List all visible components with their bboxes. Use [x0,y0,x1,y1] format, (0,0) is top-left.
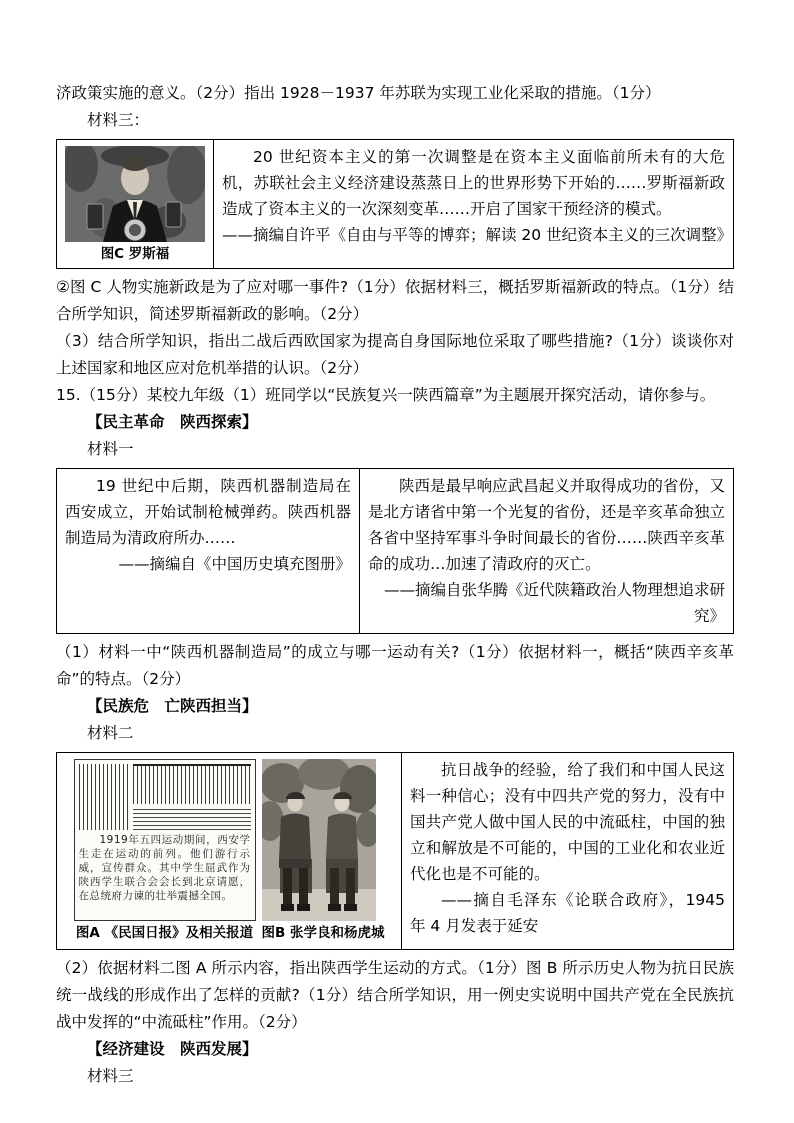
question-14-sub3: （3）结合所学知识，指出二战后西欧国家为提高自身国际地位采取了哪些措施?（1分）谈谈你对上述国家和地区应对危机举措的认识。（2分） [56,332,734,377]
roosevelt-photo [65,146,205,242]
figure-b-caption: 图B 张学良和杨虎城 [261,925,385,941]
newspaper-column-texture [79,764,131,830]
material-3-top-label: 材料三： [87,111,150,129]
section-header-democratic-revolution: 【民主革命 陕西探索】 [87,413,258,431]
material-2-label: 材料二 [87,724,134,742]
material-1-right-citation: ——摘编自张华腾《近代陕籍政治人物理想追求研究》 [383,581,725,625]
material-1-left-text: 19 世纪中后期，陕西机器制造局在西安成立，开始试制枪械弹药。陕西机器制造局为清政府所办…… [65,477,351,547]
material-2-quote-text: 抗日战争的经验，给了我们和中国人民这料一种信心；没有中四共产党的努力，没有中国共产党人做中国人民的中流砥柱，中国的独立和解放是不可能的，中国的工业化和农业近代化也是不可能的。 [410,761,725,883]
roosevelt-quote-text: 20 世纪资本主义的第一次调整是在资本主义面临前所未有的大危机，苏联社会主义经济建设蒸蒸日上的世界形势下开始的……罗斯福新政造成了资本主义的一次深刻变革……开启了国家干预经济的模式。 [222,148,725,218]
roosevelt-quote-citation: ——摘编自许平《自由与平等的博弈；解读 20 世纪资本主义的三次调整》 [222,226,733,244]
roosevelt-photo-caption: 图C 罗斯福 [100,246,170,262]
question-15-sub1: （1）材料一中“陕西机器制造局”的成立与哪一运动有关?（1分）依据材料一，概括“陕西辛亥革命”的特点。（2分） [56,643,734,688]
intro-paragraph: 济政策实施的意义。（2分）指出 1928－1937 年苏联为实现工业化采取的措施。（1分） [56,84,661,102]
newspaper-block-2 [133,807,250,830]
newspaper-report-text: 1919年五四运动期间，西安学生走在运动的前列。他们游行示威，宣传群众。其中学生屈武作为陕西学生联合会会长到北京请愿，在总统府力谏的壮举震撼全国。 [78,834,251,902]
roosevelt-quote-cell [214,140,734,269]
roosevelt-photo-cell [57,140,214,269]
figure-b-column [262,759,385,943]
figures-row [63,759,395,943]
material-1-table [56,468,734,634]
material-1-label: 材料一 [87,440,134,458]
material-1-left-cell [57,469,360,634]
roosevelt-material-table [56,139,734,269]
section-header-national-crisis: 【民族危 亡陕西担当】 [87,697,258,715]
figure-a-caption: 图A 《民国日报》及相关报道 [75,925,254,941]
question-14-sub2: ②图 C 人物实施新政是为了应对哪一事件?（1分）依据材料三，概括罗斯福新政的特点。（1分）结合所学知识，简述罗斯福新政的影响。（2分） [56,278,734,323]
newspaper-block-1 [133,764,250,804]
material-1-right-text: 陕西是最早响应武昌起义并取得成功的省份，又是北方诸省中第一个光复的省份，还是辛亥革命独立各省中坚持军事斗争时间最长的省份……陕西辛亥革命的成功…加速了清政府的灭亡。 [368,477,725,573]
material-1-left-citation: ——摘编自《中国历史填充图册》 [118,555,351,573]
material-2-figures-cell [57,753,402,950]
material-3-bottom-label: 材料三 [87,1067,134,1085]
material-2-quote-citation: ——摘自毛泽东《论联合政府》，1945 年 4 月发表于延安 [410,891,725,935]
material-2-table [56,752,734,950]
minguo-daily-newspaper-image [74,759,256,921]
figure-a-column [74,759,256,943]
zhang-yang-photo [262,759,376,921]
newspaper-headline-texture [133,764,250,830]
material-1-right-cell [360,469,734,634]
section-header-economic-construction: 【经济建设 陕西发展】 [87,1040,258,1058]
question-15-sub2: （2）依据材料二图 A 所示内容，指出陕西学生运动的方式。（1分）图 B 所示历史人物为抗日民族统一战线的形成作出了怎样的贡献?（1分）结合所学知识，用一例史实说明中国共产党在全民族抗战中发挥的“中流砥柱”作用。（2分） [56,959,734,1031]
material-2-quote-cell [402,753,734,950]
newspaper-texture [79,764,251,830]
question-15-intro: 15.（15分）某校九年级（1）班同学以“民族复兴一陕西篇章”为主题展开探究活动，请你参与。 [56,386,716,404]
